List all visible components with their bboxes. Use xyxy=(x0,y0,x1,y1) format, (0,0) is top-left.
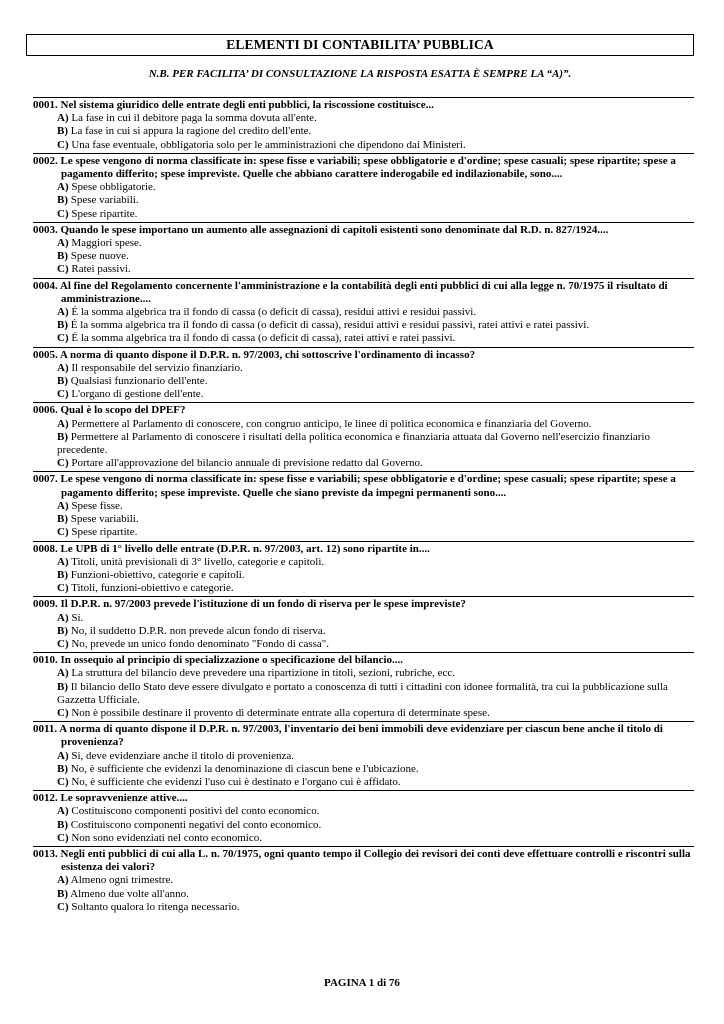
answer-text: No, è sufficiente che evidenzi l'uso cui è destinato e l'organo cui è affidato. xyxy=(71,775,401,788)
answer-letter: C) xyxy=(57,332,69,345)
answer-option xyxy=(33,582,694,595)
answer-text: Spese ripartite. xyxy=(71,207,138,220)
answer-letter: A) xyxy=(57,499,69,512)
answer-option xyxy=(33,250,694,263)
answer-text: La fase in cui il debitore paga la somma dovuta all'ente. xyxy=(71,112,317,125)
question-text: 0007. Le spese vengono di norma classificate in: spese fisse e variabili; spese obbligatorie e d'ordine; spese casuali; spese ripartite; spese a pagamento differito; spese impreviste. Quelle che siano previste da impegni permanenti sono.... xyxy=(33,473,676,499)
question-item xyxy=(33,790,694,846)
answer-text: Si. xyxy=(71,611,84,624)
answer-option xyxy=(33,612,694,625)
answer-option xyxy=(33,418,694,431)
question-text: 0013. Negli enti pubblici di cui alla L. n. 70/1975, ogni quanto tempo il Collegio dei revisori dei conti deve effettuare controlli e riscontri sulla esistenza dei valori? xyxy=(33,847,691,874)
question-item xyxy=(33,278,694,347)
answer-text: Titoli, unità previsionali di 3° livello, categorie e capitoli. xyxy=(71,555,325,568)
answer-text: Permettere al Parlamento di conoscere, con congruo anticipo, le linee di politica economica e finanziaria del Governo. xyxy=(71,417,592,430)
answer-letter: A) xyxy=(57,611,69,624)
answer-option xyxy=(33,306,694,319)
answer-letter: C) xyxy=(57,207,69,220)
answer-letter: B) xyxy=(57,319,68,332)
answer-letter: A) xyxy=(57,667,69,680)
answer-letter: C) xyxy=(57,775,69,788)
answer-option xyxy=(33,638,694,651)
answer-text: Costituiscono componenti positivi del conto economico. xyxy=(71,805,320,818)
answer-option xyxy=(33,194,694,207)
answer-text: Almeno ogni trimestre. xyxy=(70,874,174,887)
answer-text: Portare all'approvazione del bilancio annuale di previsione redatto dal Governo. xyxy=(71,457,423,470)
answer-letter: B) xyxy=(57,375,68,388)
answer-text: Soltanto qualora lo ritenga necessario. xyxy=(71,900,240,913)
answer-option xyxy=(33,805,694,818)
answer-letter: C) xyxy=(57,138,69,151)
answer-text: No, è sufficiente che evidenzi la denominazione di ciascun bene e l'ubicazione. xyxy=(70,762,419,775)
answer-letter: A) xyxy=(57,181,69,194)
answer-letter: C) xyxy=(57,831,69,844)
question-text: 0003. Quando le spese importano un aumento alle assegnazioni di capitoli esistenti sono denominate dal R.D. n. 827/1924.... xyxy=(33,223,609,236)
question-item xyxy=(33,97,694,153)
answer-option xyxy=(33,819,694,832)
answer-option xyxy=(33,362,694,375)
answer-letter: B) xyxy=(57,818,68,831)
question-item xyxy=(33,596,694,652)
answer-letter: B) xyxy=(57,194,68,207)
document-title xyxy=(26,34,694,56)
document-title-text: ELEMENTI DI CONTABILITA’ PUBBLICA xyxy=(226,37,494,52)
answer-option xyxy=(33,750,694,763)
question-text: 0004. Al fine del Regolamento concernente l'amministrazione e la contabilità degli enti pubblici di cui alla legge n. 70/1975 il risultato di amministrazione.... xyxy=(33,279,668,305)
answer-option xyxy=(33,181,694,194)
answer-option xyxy=(33,375,694,388)
answer-letter: C) xyxy=(57,900,69,913)
answer-text: Si, deve evidenziare anche il titolo di provenienza. xyxy=(71,749,295,762)
question-item xyxy=(33,541,694,597)
question-item xyxy=(33,222,694,278)
answer-text: É la somma algebrica tra il fondo di cassa (o deficit di cassa), residui attivi e residui passivi. xyxy=(71,306,477,319)
answer-option xyxy=(33,874,694,887)
answer-option xyxy=(33,901,694,914)
answer-text: Almeno due volte all'anno. xyxy=(70,887,189,900)
answer-letter: B) xyxy=(57,887,68,900)
answer-option xyxy=(33,208,694,221)
answer-text: Permettere al Parlamento di conoscere i risultati della politica economica e finanziaria attuata dal Governo nell'esercizio finanziario precedente. xyxy=(57,430,650,457)
answer-text: Costituiscono componenti negativi del conto economico. xyxy=(70,818,322,831)
answer-letter: A) xyxy=(57,805,69,818)
question-text: 0005. A norma di quanto dispone il D.P.R. n. 97/2003, chi sottoscrive l'ordinamento di incasso? xyxy=(33,348,476,361)
answer-option xyxy=(33,707,694,720)
answer-option xyxy=(33,681,694,707)
answer-option xyxy=(33,888,694,901)
answer-letter: B) xyxy=(57,430,68,443)
question-item xyxy=(33,471,694,540)
answer-letter: C) xyxy=(57,582,69,595)
answer-text: Non è possibile destinare il provento di determinate entrate alla copertura di determinate spese. xyxy=(71,706,490,719)
answer-letter: C) xyxy=(57,263,69,276)
answer-text: L'organo di gestione dell'ente. xyxy=(71,388,204,401)
answer-text: Spese fisse. xyxy=(71,499,123,512)
question-item xyxy=(33,721,694,790)
answer-text: Il responsabile del servizio finanziario. xyxy=(71,361,243,374)
answer-text: La struttura del bilancio deve prevedere una ripartizione in titoli, sezioni, rubriche, ecc. xyxy=(71,667,455,680)
answer-option xyxy=(33,457,694,470)
answer-letter: A) xyxy=(57,306,69,319)
question-item xyxy=(33,846,694,915)
answer-text: Una fase eventuale, obbligatoria solo per le amministrazioni che dipendono dai Ministeri. xyxy=(71,138,466,151)
answer-letter: C) xyxy=(57,388,69,401)
answer-option xyxy=(33,319,694,332)
answer-option xyxy=(33,625,694,638)
answer-text: Funzioni-obiettivo, categorie e capitoli. xyxy=(70,568,245,581)
question-item xyxy=(33,153,694,222)
question-text: 0002. Le spese vengono di norma classificate in: spese fisse e variabili; spese obbligatorie e d'ordine; spese casuali; spese ripartite; spese a pagamento differito; spese impreviste. Quelle che abbiano carattere inderogabile ed indilazionabile, sono.... xyxy=(33,154,676,181)
answer-text: Spese variabili. xyxy=(70,194,139,207)
consultation-note: N.B. PER FACILITA’ DI CONSULTAZIONE LA RISPOSTA ESATTA È SEMPRE LA “A)”. xyxy=(148,68,572,80)
answer-letter: B) xyxy=(57,125,68,138)
answer-text: No, il suddetto D.P.R. non prevede alcun fondo di riserva. xyxy=(70,624,326,637)
answer-letter: A) xyxy=(57,555,69,568)
answer-option xyxy=(33,500,694,513)
answer-letter: A) xyxy=(57,112,69,125)
question-text: 0012. Le sopravvenienze attive.... xyxy=(33,792,188,805)
answer-option xyxy=(33,513,694,526)
answer-text: No, prevede un unico fondo denominato "Fondo di cassa". xyxy=(71,637,330,650)
answer-letter: B) xyxy=(57,762,68,775)
answer-option xyxy=(33,263,694,276)
answer-text: Spese obbligatorie. xyxy=(71,181,156,194)
page-number: PAGINA 1 di 76 xyxy=(324,977,400,989)
answer-letter: B) xyxy=(57,568,68,581)
question-list xyxy=(33,97,694,915)
answer-text: Spese variabili. xyxy=(70,513,139,526)
question-text: 0011. A norma di quanto dispone il D.P.R. n. 97/2003, l'inventario dei beni immobili deve evidenziare per ciascun bene anche il titolo di provenienza? xyxy=(33,723,663,749)
question-text: 0008. Le UPB di 1° livello delle entrate (D.P.R. n. 97/2003, art. 12) sono ripartite in.... xyxy=(33,542,430,555)
answer-option xyxy=(33,388,694,401)
answer-option xyxy=(33,237,694,250)
answer-text: Ratei passivi. xyxy=(71,263,131,276)
answer-option xyxy=(33,332,694,345)
question-text: 0001. Nel sistema giuridico delle entrate degli enti pubblici, la riscossione costituisce... xyxy=(33,99,434,111)
answer-letter: C) xyxy=(57,706,69,719)
answer-letter: C) xyxy=(57,457,69,470)
question-text: 0009. Il D.P.R. n. 97/2003 prevede l'istituzione di un fondo di riserva per le spese impreviste? xyxy=(33,598,466,611)
question-item xyxy=(33,347,694,403)
answer-text: Spese nuove. xyxy=(70,250,129,263)
answer-letter: A) xyxy=(57,361,69,374)
answer-letter: A) xyxy=(57,749,69,762)
answer-option xyxy=(33,569,694,582)
answer-letter: C) xyxy=(57,526,69,539)
answer-text: É la somma algebrica tra il fondo di cassa (o deficit di cassa), ratei attivi e ratei passivi. xyxy=(71,332,456,345)
answer-option xyxy=(33,556,694,569)
answer-letter: B) xyxy=(57,624,68,637)
answer-letter: A) xyxy=(57,237,69,250)
answer-letter: A) xyxy=(57,874,69,887)
answer-text: Maggiori spese. xyxy=(71,237,142,250)
answer-option xyxy=(33,763,694,776)
answer-option xyxy=(33,139,694,152)
question-text: 0006. Qual è lo scopo del DPEF? xyxy=(33,404,186,417)
question-item xyxy=(33,652,694,721)
answer-text: Qualsiasi funzionario dell'ente. xyxy=(70,375,208,388)
answer-text: Titoli, funzioni-obiettivo e categorie. xyxy=(71,582,234,595)
answer-letter: B) xyxy=(57,250,68,263)
answer-text: Spese ripartite. xyxy=(71,526,138,539)
answer-option xyxy=(33,526,694,539)
answer-letter: B) xyxy=(57,513,68,526)
answer-letter: C) xyxy=(57,637,69,650)
answer-text: É la somma algebrica tra il fondo di cassa (o deficit di cassa), residui attivi e residui passivi, ratei attivi e ratei passivi. xyxy=(70,319,590,332)
answer-option xyxy=(33,667,694,680)
answer-text: La fase in cui si appura la ragione del credito dell'ente. xyxy=(70,125,312,138)
answer-text: Il bilancio dello Stato deve essere divulgato e portato a conoscenza di tutti i cittadini con idonee formalità, tra cui la pubblicazione sulla Gazzetta Ufficiale. xyxy=(57,680,668,706)
question-text: 0010. In ossequio al principio di specializzazione o specificazione del bilancio.... xyxy=(33,654,404,667)
question-item xyxy=(33,402,694,471)
answer-letter: A) xyxy=(57,417,69,430)
answer-text: Non sono evidenziati nel conto economico. xyxy=(71,831,262,844)
answer-option xyxy=(33,431,694,457)
answer-letter: B) xyxy=(57,680,68,693)
answer-option xyxy=(33,832,694,845)
answer-option xyxy=(33,776,694,789)
answer-option xyxy=(33,112,694,125)
answer-option xyxy=(33,125,694,138)
